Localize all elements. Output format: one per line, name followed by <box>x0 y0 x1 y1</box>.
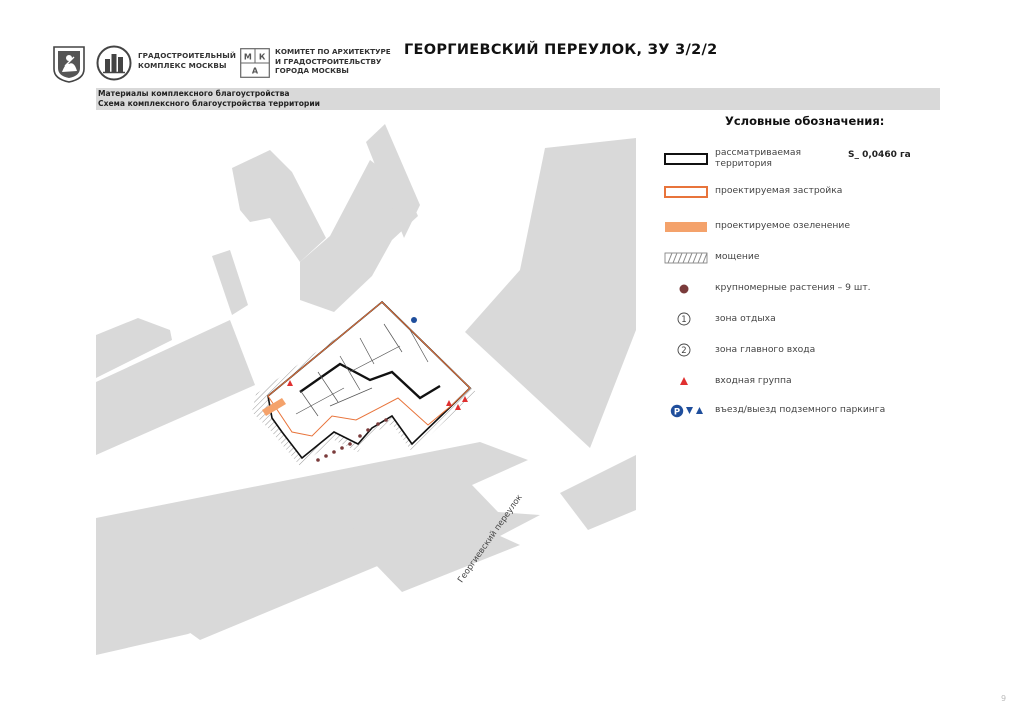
page-title: ГЕОРГИЕВСКИЙ ПЕРЕУЛОК, ЗУ 3/2/2 <box>404 42 718 58</box>
building-block-north-b <box>232 150 326 262</box>
circled-two-icon <box>660 342 712 364</box>
circled-two-marker: 2 <box>681 346 687 357</box>
projected-building-icon <box>660 183 712 205</box>
tree-9 <box>384 418 388 422</box>
legend-parking-label: въезд/выезд подземного паркинга <box>715 404 886 415</box>
tree-dot-icon <box>660 280 712 302</box>
site-plan-map <box>96 112 636 707</box>
area-value: S_ 0,0460 га <box>848 150 911 160</box>
mka-line-1: КОМИТЕТ ПО АРХИТЕКТУРЕ <box>275 47 391 56</box>
subheader-line-1: Материалы комплексного благоустройства <box>98 89 290 98</box>
tree-1 <box>316 458 320 462</box>
red-triangle-icon <box>660 373 712 395</box>
gradcomplex-logo-text <box>138 51 236 71</box>
legend-rest-zone-label: зона отдыха <box>715 313 776 324</box>
legend-item-paving <box>660 249 960 271</box>
site <box>252 302 476 466</box>
legend-projected-building-label: проектируемая застройка <box>715 185 843 196</box>
mka-letter-a: А <box>251 66 259 76</box>
mka-logo-icon <box>240 48 270 78</box>
mka-letter-k: К <box>258 52 266 62</box>
street-label: Георгиевский переулок <box>455 492 524 585</box>
moscow-coat-of-arms-icon <box>52 45 86 83</box>
legend-main-entrance-label: зона главного входа <box>715 344 816 355</box>
mka-logo-text <box>275 47 391 76</box>
circled-one-marker: 1 <box>681 315 687 326</box>
legend-entrance-group-label: входная группа <box>715 375 792 386</box>
tree-8 <box>376 422 380 426</box>
parking-sign-icon <box>660 402 712 424</box>
tree-4 <box>340 446 344 450</box>
gradcomplex-line-1: ГРАДОСТРОИТЕЛЬНЫЙ <box>138 51 236 60</box>
parking-marker <box>411 317 417 323</box>
tree-3 <box>332 450 336 454</box>
tree-7 <box>366 428 370 432</box>
legend-paving-label: мощение <box>715 251 760 262</box>
paving-icon <box>660 249 712 271</box>
mka-line-2: И ГРАДОСТРОИТЕЛЬСТВУ <box>275 56 382 66</box>
building-block-north-a <box>212 250 248 315</box>
tree-6 <box>358 434 362 438</box>
greenery-icon <box>660 218 712 240</box>
legend-item-projected-building <box>660 183 960 205</box>
gradcomplex-logo-icon <box>96 45 132 81</box>
mka-letter-m: М <box>243 52 252 62</box>
legend-trees-label: крупномерные растения – 9 шт. <box>715 282 871 293</box>
building-block-east-strip <box>560 455 636 530</box>
subheader-line-2: Схема комплексного благоустройства территории <box>98 99 320 108</box>
legend-item-entrance-group <box>660 373 960 395</box>
legend-greenery-label: проектируемое озеленение <box>715 220 851 231</box>
parking-sign-marker: P <box>673 407 681 418</box>
legend-item-main-entrance-zone <box>660 342 960 364</box>
gradcomplex-line-2: КОМПЛЕКС МОСКВЫ <box>138 61 227 70</box>
building-block-ne <box>465 138 636 448</box>
legend-item-territory <box>660 147 960 172</box>
legend-item-trees <box>660 280 960 302</box>
page-number: 9 <box>1001 694 1007 703</box>
legend-territory-line-2: территория <box>715 158 772 169</box>
legend-territory-line-1: рассматриваемая <box>715 147 802 158</box>
legend-item-greenery <box>660 218 960 240</box>
legend-item-parking <box>660 402 960 424</box>
territory-outline-icon <box>660 150 712 172</box>
legend-item-rest-zone <box>660 311 960 333</box>
subheader-band <box>96 88 940 110</box>
header <box>0 0 1024 88</box>
legend-territory-label <box>715 147 801 169</box>
tree-5 <box>348 442 352 446</box>
mka-line-3: ГОРОДА МОСКВЫ <box>275 66 349 75</box>
tree-2 <box>324 454 328 458</box>
legend-title: Условные обозначения: <box>725 114 885 128</box>
circled-one-icon <box>660 311 712 333</box>
